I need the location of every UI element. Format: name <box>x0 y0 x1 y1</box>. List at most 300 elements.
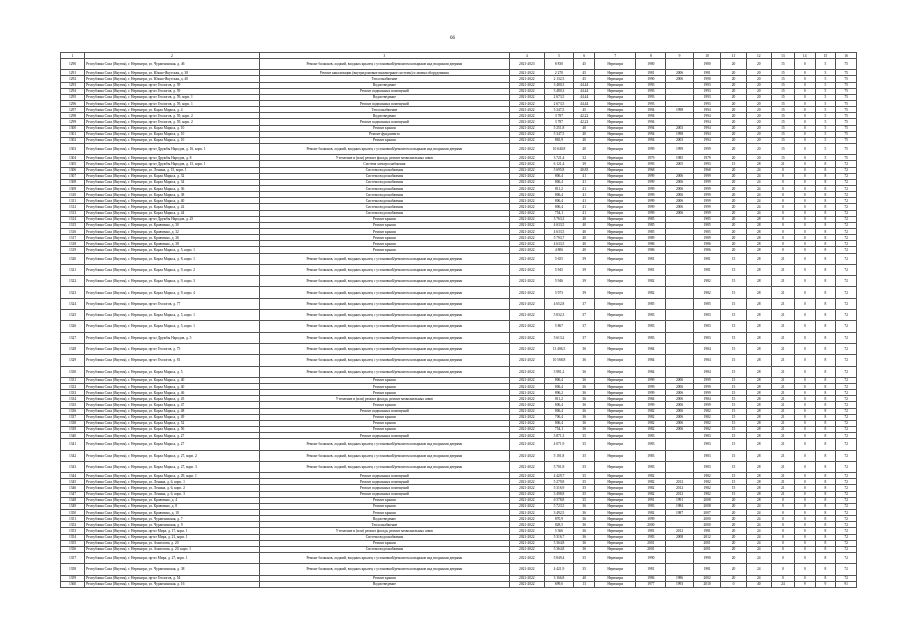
value-cell: 2021-2022 <box>510 310 544 321</box>
column-number: 11 <box>721 53 746 59</box>
address-prefix: Республика Саха (Якутия), г. Нерюнгри, <box>86 510 149 515</box>
value-cell: 72 <box>836 161 857 167</box>
value-cell: 21 <box>771 377 794 383</box>
value-cell: 2021-2022 <box>510 235 544 241</box>
value-cell: 20 <box>746 88 771 94</box>
value-cell: 0 <box>794 185 815 191</box>
address-street: ул. Карла Маркса, д. 40 <box>148 378 185 383</box>
value-cell: 20 <box>721 546 746 552</box>
value-cell: 0 <box>794 540 815 546</box>
address-street: ул. Чурапчинская, д. 9 <box>148 522 183 527</box>
address-cell <box>85 355 260 366</box>
value-cell: 2002 <box>693 575 721 581</box>
address-street: ул. Чурапчинская, д. 16 <box>148 582 185 587</box>
value-cell <box>666 276 694 287</box>
value-cell: 36 <box>574 528 595 534</box>
row-number-cell: 1321 <box>61 264 85 275</box>
value-cell: 5 <box>815 143 836 154</box>
address-street: ул. Кравченко, д. 4 <box>148 498 178 503</box>
value-cell: 1999 <box>636 210 666 216</box>
address-prefix: Республика Саха (Якутия), г. Нерюнгри, <box>86 409 149 414</box>
work-type-cell: Ремонт крыши <box>259 222 509 228</box>
value-cell: 2021-2022 <box>510 534 544 540</box>
table-row <box>61 143 857 154</box>
address-street: ул. Южно-Якутская, д. 38 <box>148 70 188 75</box>
address-street: пр-кт Геологов, д. 59, корп. 1 <box>148 95 193 100</box>
value-cell: 15 <box>771 137 794 143</box>
value-cell: 5 347,5 <box>544 131 574 137</box>
row-number-cell: 1309 <box>61 185 85 191</box>
row-number-cell: 1319 <box>61 247 85 253</box>
value-cell: 72 <box>836 540 857 546</box>
value-cell: 2021-2022 <box>510 131 544 137</box>
value-cell: 2012 <box>666 485 694 491</box>
address-prefix: Республика Саха (Якутия), г. Нерюнгри, <box>86 138 149 143</box>
value-cell: 0 <box>794 516 815 522</box>
value-cell: 5 849,4 <box>544 552 574 563</box>
value-cell: 37 <box>574 332 595 343</box>
work-type-cell: Ремонт балконов, лоджий, входных крылец с установкой/ремонтом козырьков над входными дверями <box>259 59 509 70</box>
address-street: пр-кт Дружбы Народов, д. 25 <box>148 217 194 222</box>
value-cell: 2006 <box>666 408 694 414</box>
value-cell: 0 <box>771 228 794 234</box>
value-cell: 1998 <box>666 131 694 137</box>
value-cell: 75 <box>836 119 857 125</box>
value-cell: 20 <box>721 173 746 179</box>
value-cell: 2021-2022 <box>510 222 544 228</box>
value-cell: 32 <box>574 155 595 161</box>
address-prefix: Республика Саха (Якутия), г. Нерюнгри, <box>86 516 149 521</box>
value-cell <box>666 287 694 298</box>
table-row <box>61 332 857 343</box>
value-cell: 8 <box>815 420 836 426</box>
row-number-cell: 1348 <box>61 497 85 503</box>
value-cell: 1986 <box>666 575 694 581</box>
value-cell: 5 316,9 <box>544 485 574 491</box>
value-cell: 41 <box>574 198 595 204</box>
value-cell: 36 <box>574 390 595 396</box>
value-cell: 24 <box>746 575 771 581</box>
value-cell: 75 <box>836 155 857 161</box>
value-cell: 1999 <box>636 383 666 389</box>
value-cell: 20 <box>746 131 771 137</box>
value-cell: 0 <box>794 343 815 354</box>
value-cell: Нерюнгри <box>595 94 636 100</box>
address-street: ул. Карла Маркса, д. 52 <box>148 421 185 426</box>
value-cell: 1985 <box>636 222 666 228</box>
value-cell: 1999 <box>693 377 721 383</box>
value-cell: 2021-2022 <box>510 276 544 287</box>
value-cell: 24 <box>746 167 771 173</box>
value-cell: 15 <box>721 253 746 264</box>
value-cell: 5 867 <box>544 321 574 332</box>
value-cell: 8 <box>815 253 836 264</box>
value-cell: 8 <box>815 216 836 222</box>
value-cell: Нерюнгри <box>595 131 636 137</box>
value-cell: Нерюнгри <box>595 113 636 119</box>
value-cell: 0 <box>794 241 815 247</box>
address-prefix: Республика Саха (Якутия), г. Нерюнгри, <box>86 77 149 81</box>
value-cell: 40 <box>574 131 595 137</box>
value-cell: 37 <box>574 321 595 332</box>
address-prefix: Республика Саха (Якутия), г. Нерюнгри, <box>86 427 149 432</box>
column-number: 9 <box>666 53 694 59</box>
value-cell: 0 <box>771 235 794 241</box>
value-cell: 36 <box>574 343 595 354</box>
value-cell: 0 <box>794 534 815 540</box>
address-prefix: Республика Саха (Якутия), г. Нерюнгри, <box>86 95 149 100</box>
address-street: пр-кт Мира, д. 21, корп. 1 <box>148 535 188 540</box>
value-cell: 20 <box>721 564 746 575</box>
value-cell: 1993 <box>693 82 721 88</box>
address-prefix: Республика Саха (Якутия), г. Нерюнгри, <box>86 453 149 458</box>
value-cell: 1994 <box>636 113 666 119</box>
value-cell: 1968 <box>693 167 721 173</box>
value-cell: 2021-2022 <box>510 575 544 581</box>
value-cell: 0 <box>794 143 815 154</box>
value-cell: 24 <box>746 546 771 552</box>
value-cell: 15 <box>721 287 746 298</box>
value-cell: 1994 <box>693 119 721 125</box>
row-number-cell: 1359 <box>61 575 85 581</box>
value-cell: 5 763,3 <box>544 216 574 222</box>
value-cell: Нерюнгри <box>595 264 636 275</box>
work-type-cell: Утепление и (или) ремонт фасада, ремонт межпанельных швов <box>259 528 509 534</box>
address-prefix: Республика Саха (Якутия), г. Нерюнгри, <box>86 119 149 124</box>
value-cell: 2021-2022 <box>510 119 544 125</box>
address-street: ул. Карла Маркса, д. 45 <box>148 396 185 401</box>
value-cell: 20 <box>721 528 746 534</box>
row-number-cell: 1353 <box>61 528 85 534</box>
value-cell: 3 721,4 <box>544 155 574 161</box>
value-cell: 1979 <box>693 155 721 161</box>
work-type-cell: Система водоснабжения <box>259 179 509 185</box>
value-cell: Нерюнгри <box>595 522 636 528</box>
value-cell: 1993 <box>693 94 721 100</box>
value-cell: 2021-2022 <box>510 204 544 210</box>
work-type-cell: Ремонт подвальных помещений <box>259 433 509 439</box>
value-cell: 5 <box>815 155 836 161</box>
value-cell: 35 <box>574 564 595 575</box>
value-cell: 0 <box>721 581 746 587</box>
value-cell: 72 <box>836 383 857 389</box>
value-cell: Нерюнгри <box>595 82 636 88</box>
value-cell: 15 <box>721 402 746 408</box>
work-type-cell: Ремонт крыши <box>259 228 509 234</box>
address-prefix: Республика Саха (Якутия), г. Нерюнгри, <box>86 433 149 438</box>
value-cell: 2021-2022 <box>510 540 544 546</box>
value-cell: 75 <box>836 131 857 137</box>
column-number: 2 <box>85 53 260 59</box>
value-cell: 20 <box>721 540 746 546</box>
value-cell: 2021-2022 <box>510 355 544 366</box>
address-street: ул. Карла Маркса, д. 32 <box>148 174 185 179</box>
value-cell: 1989 <box>693 235 721 241</box>
work-type-cell: Ремонт подвальных помещений <box>259 101 509 107</box>
row-number-cell: 1340 <box>61 433 85 439</box>
value-cell: 72 <box>836 450 857 461</box>
value-cell: 5 279,8 <box>544 479 574 485</box>
address-prefix: Республика Саха (Якутия), г. Нерюнгри, <box>86 235 149 240</box>
work-type-cell: Ремонт канализации (внутридомовые инженерные системы) и замена оборудования <box>259 70 509 76</box>
value-cell: 36 <box>574 408 595 414</box>
value-cell: 5 945 <box>544 264 574 275</box>
value-cell: 20 <box>721 119 746 125</box>
value-cell: 0 <box>771 204 794 210</box>
value-cell: 0 <box>794 216 815 222</box>
address-cell <box>85 461 260 472</box>
value-cell: 10 568,8 <box>544 355 574 366</box>
address-street: ул. Карла Маркса, д. 10 <box>148 138 185 143</box>
value-cell: 2021-2022 <box>510 497 544 503</box>
value-cell: 36 <box>574 383 595 389</box>
value-cell: 8 <box>815 450 836 461</box>
value-cell: 1986 <box>636 247 666 253</box>
value-cell: 2021-2022 <box>510 433 544 439</box>
value-cell: 2021-2022 <box>510 377 544 383</box>
value-cell: 1984 <box>636 396 666 402</box>
address-street: ул. Карла Маркса, д. 36 <box>148 186 185 191</box>
value-cell: Нерюнгри <box>595 216 636 222</box>
value-cell: 1984 <box>693 355 721 366</box>
value-cell: Нерюнгри <box>595 185 636 191</box>
value-cell: 1999 <box>693 402 721 408</box>
value-cell: 20 <box>721 497 746 503</box>
value-cell: Нерюнгри <box>595 59 636 70</box>
value-cell: 3 871,3 <box>544 433 574 439</box>
value-cell: 1999 <box>636 516 666 522</box>
value-cell: 1999 <box>636 204 666 210</box>
value-cell: 20 <box>721 82 746 88</box>
table-row <box>61 450 857 461</box>
value-cell: 806,4 <box>544 408 574 414</box>
value-cell: 28 <box>746 439 771 450</box>
value-cell: 1980 <box>693 59 721 70</box>
value-cell: 15 <box>721 450 746 461</box>
value-cell: 45 <box>574 76 595 82</box>
value-cell: 1984 <box>693 343 721 354</box>
address-street: ул. Карла Маркса, д. 10 <box>148 126 185 131</box>
value-cell: 2021-2022 <box>510 88 544 94</box>
value-cell: 1982 <box>693 473 721 479</box>
value-cell: 5 364,8 <box>544 546 574 552</box>
value-cell: 1982 <box>693 408 721 414</box>
value-cell: 5 946 <box>544 276 574 287</box>
address-street: ул. Карла Маркса, д. 47 <box>148 402 185 407</box>
value-cell: 1981 <box>636 264 666 275</box>
value-cell: 0 <box>794 119 815 125</box>
value-cell: 1979 <box>636 155 666 161</box>
row-number-cell: 1304 <box>61 155 85 161</box>
value-cell: 5 <box>815 70 836 76</box>
value-cell: 8 <box>815 540 836 546</box>
value-cell: 2021-2022 <box>510 167 544 173</box>
value-cell: 1983 <box>636 321 666 332</box>
work-type-cell: Ремонт подвальных помещений <box>259 473 509 479</box>
table-row <box>61 581 857 587</box>
work-type-cell: Система водоснабжения <box>259 534 509 540</box>
address-prefix: Республика Саха (Якутия), г. Нерюнгри, <box>86 70 149 75</box>
value-cell: 2008 <box>693 503 721 509</box>
row-number-cell: 1299 <box>61 119 85 125</box>
value-cell: 9 <box>794 581 815 587</box>
value-cell: 15 <box>721 343 746 354</box>
address-prefix: Республика Саха (Якутия), г. Нерюнгри, <box>86 62 149 67</box>
value-cell: 15 <box>721 479 746 485</box>
work-type-cell: Ремонт крыши <box>259 402 509 408</box>
value-cell: 4 633,5 <box>544 241 574 247</box>
value-cell: 1982 <box>636 287 666 298</box>
address-cell <box>85 298 260 309</box>
value-cell: Нерюнгри <box>595 173 636 179</box>
value-cell: 0 <box>771 516 794 522</box>
row-number-cell: 1350 <box>61 509 85 515</box>
row-number-cell: 1355 <box>61 540 85 546</box>
value-cell: 21 <box>771 426 794 432</box>
value-cell: 28 <box>746 383 771 389</box>
value-cell: 0 <box>771 564 794 575</box>
value-cell: 1987 <box>666 509 694 515</box>
value-cell: 72 <box>836 479 857 485</box>
value-cell: 21 <box>771 161 794 167</box>
value-cell: 20 <box>721 101 746 107</box>
address-prefix: Республика Саха (Якутия), г. Нерюнгри, <box>86 464 149 469</box>
row-number-cell: 1358 <box>61 564 85 575</box>
address-cell <box>85 264 260 275</box>
value-cell: 8 <box>815 575 836 581</box>
value-cell: Нерюнгри <box>595 450 636 461</box>
value-cell: 0 <box>794 131 815 137</box>
value-cell: 41 <box>574 179 595 185</box>
row-number-cell: 1322 <box>61 276 85 287</box>
value-cell: 2021-2022 <box>510 192 544 198</box>
work-type-cell: Ремонт балконов, лоджий, входных крылец с установкой/ремонтом козырьков над входными дверями <box>259 450 509 461</box>
value-cell: 24 <box>746 204 771 210</box>
value-cell: 5 347,5 <box>544 107 574 113</box>
value-cell: 75 <box>836 113 857 119</box>
address-street: ул. Чурапчинская, д. 46 <box>148 62 185 67</box>
value-cell: 8 <box>815 310 836 321</box>
address-prefix: Республика Саха (Якутия), г. Нерюнгри, <box>86 335 149 340</box>
value-cell: 2012 <box>666 479 694 485</box>
value-cell: 3 480,3 <box>544 88 574 94</box>
value-cell: 2003 <box>666 125 694 131</box>
value-cell: 1999 <box>693 185 721 191</box>
value-cell: 21 <box>771 366 794 377</box>
value-cell: 2006 <box>666 396 694 402</box>
value-cell: 72 <box>836 355 857 366</box>
address-prefix: Республика Саха (Якутия), г. Нерюнгри, <box>86 198 149 203</box>
address-street: ул. Карла Маркса, д. 9, корп. 3 <box>148 279 195 284</box>
value-cell: Нерюнгри <box>595 137 636 143</box>
value-cell: 24 <box>746 210 771 216</box>
value-cell: Нерюнгри <box>595 479 636 485</box>
value-cell: 0 <box>794 247 815 253</box>
value-cell: 5 695,8 <box>544 167 574 173</box>
value-cell: 0 <box>771 210 794 216</box>
work-type-cell: Ремонт балконов, лоджий, входных крылец с установкой/ремонтом козырьков над входными дверями <box>259 461 509 472</box>
value-cell: 72 <box>836 366 857 377</box>
value-cell: 8 <box>815 509 836 515</box>
value-cell <box>666 253 694 264</box>
value-cell: 2021-2022 <box>510 210 544 216</box>
value-cell <box>666 321 694 332</box>
value-cell: 1981 <box>636 564 666 575</box>
value-cell: 2021-2022 <box>510 241 544 247</box>
value-cell: 2021-2022 <box>510 101 544 107</box>
work-type-cell: Ремонт крыши <box>259 575 509 581</box>
value-cell: 6 121,4 <box>544 161 574 167</box>
value-cell: 1982 <box>636 420 666 426</box>
value-cell: 1981 <box>636 70 666 76</box>
value-cell: 20 <box>721 509 746 515</box>
value-cell: 20 <box>721 131 746 137</box>
value-cell: 0 <box>794 59 815 70</box>
value-cell: 28 <box>746 264 771 275</box>
value-cell: 2007 <box>693 509 721 515</box>
value-cell: 1994 <box>636 137 666 143</box>
row-number-cell: 1324 <box>61 298 85 309</box>
row-number-cell: 1290 <box>61 59 85 70</box>
value-cell: 20 <box>746 59 771 70</box>
table-row <box>61 253 857 264</box>
value-cell: 0 <box>794 204 815 210</box>
address-prefix: Республика Саха (Якутия), г. Нерюнгри, <box>86 556 149 561</box>
address-prefix: Республика Саха (Якутия), г. Нерюнгри, <box>86 113 149 118</box>
address-street: ул. Карла Маркса, д. 5, корп. 1 <box>148 247 195 252</box>
value-cell: 8 <box>815 241 836 247</box>
value-cell: 15 <box>721 473 746 479</box>
value-cell: 2021-2022 <box>510 408 544 414</box>
value-cell: 20 <box>721 235 746 241</box>
value-cell: 1999 <box>636 173 666 179</box>
address-cell <box>85 143 260 154</box>
value-cell: 1991 <box>666 497 694 503</box>
work-type-cell: Ремонт крыши <box>259 383 509 389</box>
value-cell: 0 <box>794 101 815 107</box>
value-cell: 39 <box>574 161 595 167</box>
row-number-cell: 1339 <box>61 426 85 432</box>
value-cell: 4 633,5 <box>544 222 574 228</box>
value-cell: 75 <box>836 107 857 113</box>
value-cell: 15 <box>771 88 794 94</box>
value-cell: 0 <box>794 253 815 264</box>
value-cell: Нерюнгри <box>595 161 636 167</box>
value-cell: 5 <box>815 107 836 113</box>
value-cell: 36 <box>574 522 595 528</box>
value-cell: 36 <box>574 420 595 426</box>
table-row <box>61 439 857 450</box>
address-street: пр-кт Геологов, д. 81 <box>148 358 181 363</box>
value-cell: 8 <box>815 298 836 309</box>
value-cell: 8 <box>815 204 836 210</box>
value-cell: 1999 <box>636 390 666 396</box>
value-cell: 8 <box>815 396 836 402</box>
value-cell: 35 <box>574 491 595 497</box>
value-cell: 28 <box>746 276 771 287</box>
value-cell: 0 <box>794 509 815 515</box>
work-type-cell: Ремонт подвальных помещений <box>259 88 509 94</box>
value-cell: 75 <box>836 125 857 131</box>
value-cell: 0 <box>794 276 815 287</box>
value-cell: 72 <box>836 516 857 522</box>
value-cell: 0 <box>794 439 815 450</box>
value-cell: 72 <box>836 461 857 472</box>
value-cell: Нерюнгри <box>595 509 636 515</box>
work-type-cell: Водоотведение <box>259 94 509 100</box>
value-cell: 1999 <box>666 143 694 154</box>
value-cell: 1981 <box>693 253 721 264</box>
